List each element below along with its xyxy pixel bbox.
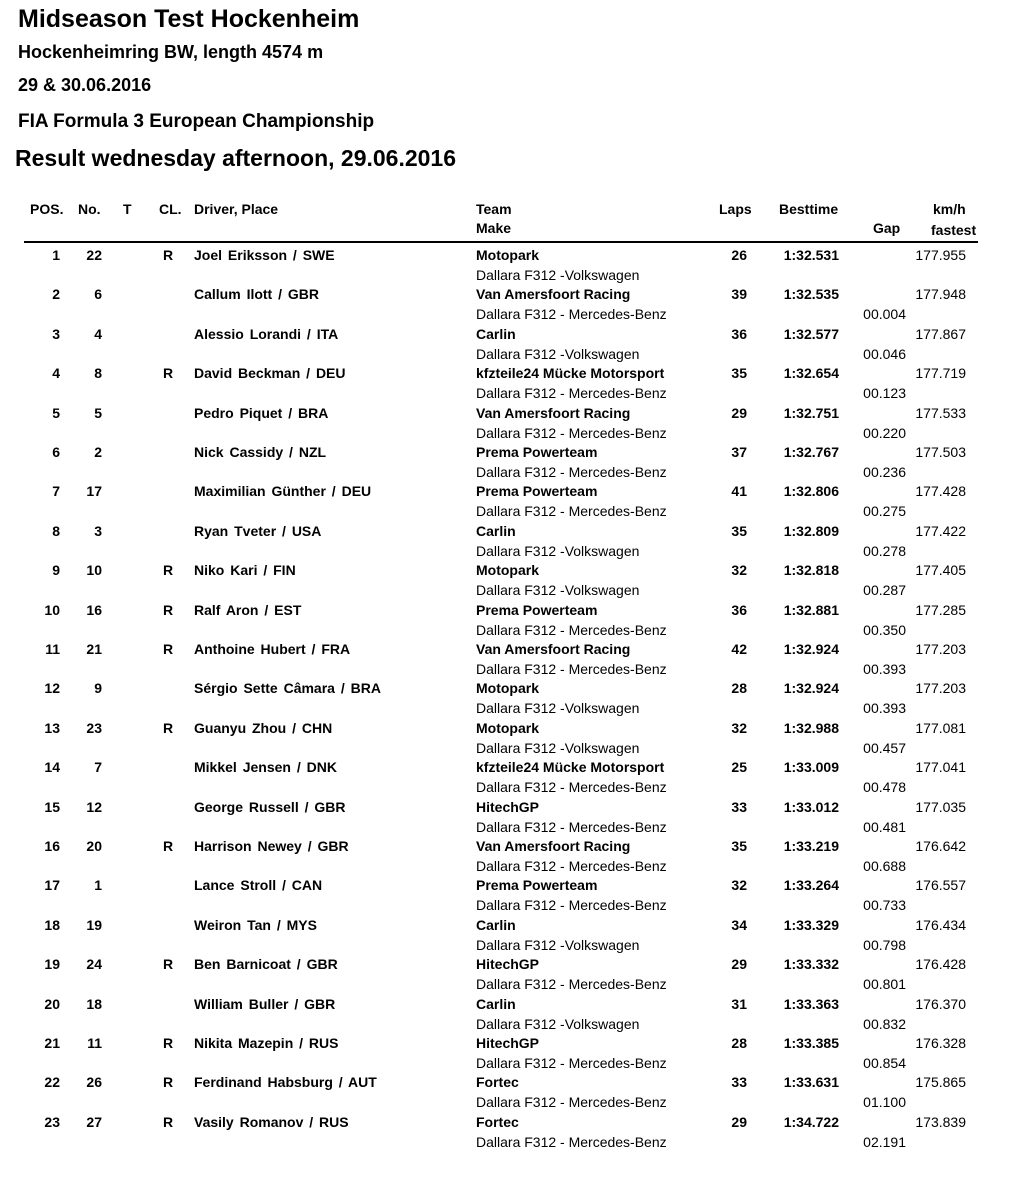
result-laps: 31 — [731, 995, 747, 1012]
result-pos: 11 — [45, 641, 60, 657]
result-team: Carlin — [476, 916, 516, 933]
result-gap: 00.220 — [863, 424, 906, 441]
table-row — [0, 673, 1020, 717]
table-row — [0, 792, 1020, 835]
result-gap: 00.236 — [863, 464, 906, 480]
result-besttime: 1:32.924 — [783, 680, 839, 697]
result-laps: 25 — [731, 759, 747, 776]
table-row — [0, 595, 1020, 638]
result-speed: 177.041 — [915, 759, 966, 776]
result-make: Dallara F312 - Mercedes-Benz — [476, 818, 667, 835]
result-pos: 4 — [52, 365, 60, 382]
result-car-number: 7 — [94, 759, 102, 776]
result-car-number: 17 — [86, 483, 102, 500]
result-laps: 28 — [731, 1035, 747, 1051]
result-driver: George Russell / GBR — [194, 798, 346, 815]
result-besttime: 1:32.767 — [783, 444, 839, 460]
result-driver: Ferdinand Habsburg / AUT — [194, 1074, 377, 1091]
result-car-number: 12 — [86, 798, 102, 815]
result-besttime: 1:33.264 — [783, 877, 839, 894]
result-pos: 2 — [52, 286, 60, 303]
result-laps: 26 — [731, 247, 747, 263]
table-row — [0, 240, 1020, 283]
result-besttime: 1:32.881 — [783, 601, 839, 618]
result-pos: 8 — [52, 522, 60, 539]
result-speed: 177.503 — [915, 444, 966, 460]
result-pos: 22 — [44, 1074, 60, 1091]
result-speed: 175.865 — [915, 1074, 966, 1091]
result-car-number: 9 — [94, 680, 102, 697]
table-row — [0, 949, 1020, 993]
result-pos: 12 — [44, 680, 60, 697]
result-driver: Ralf Aron / EST — [194, 601, 302, 618]
result-driver: Weiron Tan / MYS — [194, 916, 317, 933]
result-driver: Pedro Piquet / BRA — [194, 404, 329, 421]
result-speed: 177.285 — [915, 601, 966, 618]
result-speed: 177.719 — [915, 365, 966, 382]
table-row — [0, 989, 1020, 1032]
result-laps: 29 — [731, 404, 747, 421]
result-make: Dallara F312 -Volkswagen — [476, 345, 640, 362]
result-speed: 177.405 — [915, 562, 966, 579]
result-gap: 00.275 — [863, 503, 906, 520]
result-gap: 00.278 — [863, 542, 906, 559]
result-laps: 35 — [731, 838, 747, 854]
championship-title: FIA Formula 3 European Championship — [18, 111, 375, 132]
result-besttime: 1:34.722 — [783, 1113, 839, 1130]
result-speed: 176.328 — [915, 1035, 966, 1051]
result-besttime: 1:33.009 — [783, 759, 839, 776]
result-make: Dallara F312 - Mercedes-Benz — [476, 464, 667, 480]
result-gap: 00.046 — [863, 345, 906, 362]
result-gap: 00.123 — [863, 385, 906, 402]
result-make: Dallara F312 - Mercedes-Benz — [476, 1055, 667, 1071]
result-driver: Nick Cassidy / NZL — [194, 444, 327, 460]
result-driver: David Beckman / DEU — [194, 365, 346, 382]
result-besttime: 1:33.332 — [783, 956, 839, 973]
result-speed: 177.081 — [915, 719, 966, 736]
result-driver: Joel Eriksson / SWE — [194, 247, 335, 263]
col-header-team: Team — [476, 201, 512, 217]
result-gap: 01.100 — [863, 1094, 906, 1111]
result-class: R — [163, 1113, 174, 1130]
result-laps: 33 — [731, 798, 747, 815]
result-driver: Lance Stroll / CAN — [194, 877, 323, 894]
result-make: Dallara F312 - Mercedes-Benz — [476, 1133, 667, 1150]
col-header-no: No. — [78, 201, 101, 217]
result-team: Van Amersfoort Racing — [476, 838, 631, 854]
result-pos: 23 — [44, 1113, 60, 1130]
result-besttime: 1:32.654 — [783, 365, 839, 382]
result-car-number: 24 — [86, 956, 102, 973]
table-row — [0, 476, 1020, 520]
result-pos: 15 — [44, 798, 60, 815]
table-row — [0, 358, 1020, 402]
result-driver: Anthoine Hubert / FRA — [194, 641, 351, 657]
result-gap: 00.287 — [863, 582, 906, 599]
table-row — [0, 831, 1020, 874]
result-team: Prema Powerteam — [476, 483, 598, 500]
result-car-number: 22 — [86, 247, 102, 263]
result-besttime: 1:33.363 — [783, 995, 839, 1012]
result-make: Dallara F312 -Volkswagen — [476, 700, 640, 717]
result-pos: 20 — [44, 995, 60, 1012]
result-speed: 176.370 — [915, 995, 966, 1012]
result-besttime: 1:32.924 — [783, 641, 839, 657]
result-team: Van Amersfoort Racing — [476, 641, 631, 657]
result-team: HitechGP — [476, 798, 540, 815]
result-class: R — [163, 601, 174, 618]
result-driver: Harrison Newey / GBR — [194, 838, 349, 854]
col-header-driver: Driver, Place — [194, 201, 279, 217]
result-driver: Nikita Mazepin / RUS — [194, 1035, 339, 1051]
result-gap: 00.798 — [863, 936, 906, 953]
result-speed: 177.422 — [915, 522, 966, 539]
result-team: Motopark — [476, 562, 539, 579]
table-row — [0, 752, 1020, 796]
col-header-gap: Gap — [873, 220, 901, 236]
result-make: Dallara F312 -Volkswagen — [476, 267, 640, 283]
result-laps: 34 — [731, 916, 747, 933]
result-besttime: 1:33.219 — [783, 838, 839, 854]
table-row — [0, 870, 1020, 914]
result-pos: 14 — [44, 759, 60, 776]
table-row — [0, 319, 1020, 362]
result-laps: 32 — [731, 719, 747, 736]
result-gap: 00.457 — [863, 739, 906, 756]
result-besttime: 1:32.806 — [783, 483, 839, 500]
result-speed: 176.434 — [915, 916, 966, 933]
result-car-number: 4 — [94, 325, 102, 342]
result-make: Dallara F312 - Mercedes-Benz — [476, 621, 667, 638]
result-laps: 33 — [731, 1074, 747, 1091]
result-make: Dallara F312 -Volkswagen — [476, 582, 640, 599]
result-laps: 41 — [731, 483, 747, 500]
result-team: Van Amersfoort Racing — [476, 286, 631, 303]
result-team: Carlin — [476, 522, 516, 539]
result-gap: 00.733 — [863, 897, 906, 914]
result-laps: 39 — [731, 286, 747, 303]
result-besttime: 1:32.988 — [783, 719, 839, 736]
event-title: Midseason Test Hockenheim — [18, 5, 360, 33]
result-driver: Callum Ilott / GBR — [194, 286, 319, 303]
result-team: HitechGP — [476, 1035, 540, 1051]
result-team: kfzteile24 Mücke Motorsport — [476, 759, 665, 776]
result-make: Dallara F312 - Mercedes-Benz — [476, 385, 667, 402]
result-team: Carlin — [476, 325, 516, 342]
result-gap: 02.191 — [863, 1133, 906, 1150]
result-driver: Maximilian Günther / DEU — [194, 483, 372, 500]
result-driver: Mikkel Jensen / DNK — [194, 759, 337, 776]
result-driver: Niko Kari / FIN — [194, 562, 296, 579]
table-row — [0, 279, 1020, 323]
result-car-number: 6 — [94, 286, 102, 303]
result-make: Dallara F312 -Volkswagen — [476, 1015, 640, 1032]
result-besttime: 1:32.531 — [783, 247, 839, 263]
result-speed: 177.203 — [915, 641, 966, 657]
result-class: R — [163, 562, 174, 579]
result-pos: 7 — [52, 483, 60, 500]
result-make: Dallara F312 - Mercedes-Benz — [476, 1094, 667, 1111]
result-laps: 29 — [731, 956, 747, 973]
result-class: R — [163, 719, 174, 736]
result-laps: 37 — [731, 444, 747, 460]
result-car-number: 10 — [86, 562, 102, 579]
result-pos: 6 — [52, 444, 60, 460]
result-car-number: 20 — [86, 838, 102, 854]
result-car-number: 3 — [94, 522, 102, 539]
result-speed: 176.642 — [915, 838, 966, 854]
result-pos: 19 — [44, 956, 60, 973]
result-laps: 32 — [731, 562, 747, 579]
result-speed: 177.035 — [915, 798, 966, 815]
result-class: R — [163, 641, 174, 657]
result-make: Dallara F312 - Mercedes-Benz — [476, 779, 667, 796]
result-make: Dallara F312 - Mercedes-Benz — [476, 661, 667, 677]
result-laps: 36 — [731, 601, 747, 618]
result-make: Dallara F312 -Volkswagen — [476, 739, 640, 756]
col-header-cl: CL. — [159, 201, 182, 217]
result-laps: 28 — [731, 680, 747, 697]
result-speed: 177.948 — [915, 286, 966, 303]
result-team: Prema Powerteam — [476, 601, 598, 618]
result-speed: 177.955 — [915, 247, 966, 263]
result-besttime: 1:32.751 — [783, 404, 839, 421]
result-gap: 00.350 — [863, 621, 906, 638]
result-car-number: 21 — [86, 641, 102, 657]
table-row — [0, 634, 1020, 677]
result-besttime: 1:33.329 — [783, 916, 839, 933]
table-row — [0, 1028, 1020, 1071]
result-car-number: 2 — [94, 444, 102, 460]
result-class: R — [163, 956, 174, 973]
event-dates: 29 & 30.06.2016 — [18, 75, 152, 95]
result-gap: 00.481 — [863, 818, 906, 835]
col-header-besttime: Besttime — [779, 201, 839, 217]
result-gap: 00.801 — [863, 976, 906, 993]
result-make: Dallara F312 - Mercedes-Benz — [476, 858, 667, 874]
result-driver: Alessio Lorandi / ITA — [194, 325, 339, 342]
result-gap: 00.832 — [863, 1015, 906, 1032]
result-make: Dallara F312 -Volkswagen — [476, 936, 640, 953]
result-besttime: 1:33.631 — [783, 1074, 839, 1091]
result-car-number: 8 — [94, 365, 102, 382]
col-header-fastest: fastest — [931, 222, 977, 238]
result-team: kfzteile24 Mücke Motorsport — [476, 365, 665, 382]
result-make: Dallara F312 -Volkswagen — [476, 542, 640, 559]
table-row — [0, 437, 1020, 480]
col-header-pos: POS. — [30, 201, 64, 217]
result-driver: William Buller / GBR — [194, 995, 336, 1012]
result-class: R — [163, 838, 174, 854]
result-laps: 35 — [731, 365, 747, 382]
result-car-number: 27 — [86, 1113, 102, 1130]
result-besttime: 1:33.012 — [783, 798, 839, 815]
result-besttime: 1:32.535 — [783, 286, 839, 303]
result-speed: 177.867 — [915, 325, 966, 342]
result-class: R — [163, 365, 174, 382]
table-row — [0, 1107, 1020, 1150]
result-speed: 177.533 — [915, 404, 966, 421]
result-class: R — [163, 1074, 174, 1091]
result-team: Motopark — [476, 680, 539, 697]
table-row — [0, 398, 1020, 441]
result-gap: 00.393 — [863, 661, 906, 677]
table-row — [0, 713, 1020, 756]
result-team: Fortec — [476, 1074, 519, 1091]
result-laps: 32 — [731, 877, 747, 894]
result-besttime: 1:32.818 — [783, 562, 839, 579]
result-pos: 16 — [44, 838, 60, 854]
result-pos: 1 — [52, 247, 60, 263]
result-speed: 177.203 — [915, 680, 966, 697]
result-car-number: 19 — [86, 916, 102, 933]
result-team: Motopark — [476, 247, 539, 263]
result-pos: 3 — [52, 325, 60, 342]
result-gap: 00.688 — [863, 858, 906, 874]
result-car-number: 11 — [87, 1035, 102, 1051]
col-header-kmh: km/h — [933, 201, 966, 217]
result-make: Dallara F312 - Mercedes-Benz — [476, 424, 667, 441]
result-pos: 5 — [52, 404, 60, 421]
result-class: R — [163, 1035, 174, 1051]
session-title: Result wednesday afternoon, 29.06.2016 — [15, 145, 457, 171]
result-pos: 10 — [44, 601, 60, 618]
col-header-make: Make — [476, 220, 512, 236]
result-speed: 176.428 — [915, 956, 966, 973]
result-pos: 17 — [44, 877, 60, 894]
result-pos: 18 — [44, 916, 60, 933]
result-make: Dallara F312 - Mercedes-Benz — [476, 503, 667, 520]
result-besttime: 1:32.809 — [783, 522, 839, 539]
result-besttime: 1:33.385 — [783, 1035, 839, 1051]
table-row — [0, 516, 1020, 559]
result-driver: Ryan Tveter / USA — [194, 522, 322, 539]
result-speed: 173.839 — [915, 1113, 966, 1130]
result-driver: Sérgio Sette Câmara / BRA — [194, 680, 381, 697]
result-car-number: 23 — [86, 719, 102, 736]
result-laps: 29 — [731, 1113, 747, 1130]
result-class: R — [163, 247, 174, 263]
result-speed: 177.428 — [915, 483, 966, 500]
result-car-number: 5 — [94, 404, 102, 421]
result-car-number: 1 — [94, 877, 102, 894]
result-gap: 00.854 — [863, 1055, 906, 1071]
result-driver: Vasily Romanov / RUS — [194, 1113, 349, 1130]
track-info: Hockenheimring BW, length 4574 m — [18, 42, 324, 62]
result-laps: 36 — [731, 325, 747, 342]
result-pos: 13 — [44, 719, 60, 736]
result-car-number: 18 — [86, 995, 102, 1012]
result-make: Dallara F312 - Mercedes-Benz — [476, 897, 667, 914]
table-row — [0, 1067, 1020, 1111]
result-car-number: 26 — [86, 1074, 102, 1091]
result-team: Carlin — [476, 995, 516, 1012]
result-car-number: 16 — [86, 601, 102, 618]
result-driver: Guanyu Zhou / CHN — [194, 719, 333, 736]
result-team: Prema Powerteam — [476, 877, 598, 894]
table-row — [0, 910, 1020, 953]
result-make: Dallara F312 - Mercedes-Benz — [476, 976, 667, 993]
table-row — [0, 555, 1020, 599]
result-team: Fortec — [476, 1113, 519, 1130]
result-besttime: 1:32.577 — [783, 325, 839, 342]
result-team: Motopark — [476, 719, 539, 736]
result-pos: 21 — [44, 1035, 60, 1051]
result-gap: 00.393 — [863, 700, 906, 717]
col-header-laps: Laps — [719, 201, 752, 217]
result-gap: 00.004 — [863, 306, 906, 323]
result-laps: 42 — [731, 641, 747, 657]
result-gap: 00.478 — [863, 779, 906, 796]
result-make: Dallara F312 - Mercedes-Benz — [476, 306, 667, 323]
result-pos: 9 — [52, 562, 60, 579]
result-team: Van Amersfoort Racing — [476, 404, 631, 421]
result-speed: 176.557 — [915, 877, 966, 894]
col-header-t: T — [123, 201, 132, 217]
result-team: HitechGP — [476, 956, 540, 973]
result-driver: Ben Barnicoat / GBR — [194, 956, 338, 973]
result-laps: 35 — [731, 522, 747, 539]
result-team: Prema Powerteam — [476, 444, 598, 460]
